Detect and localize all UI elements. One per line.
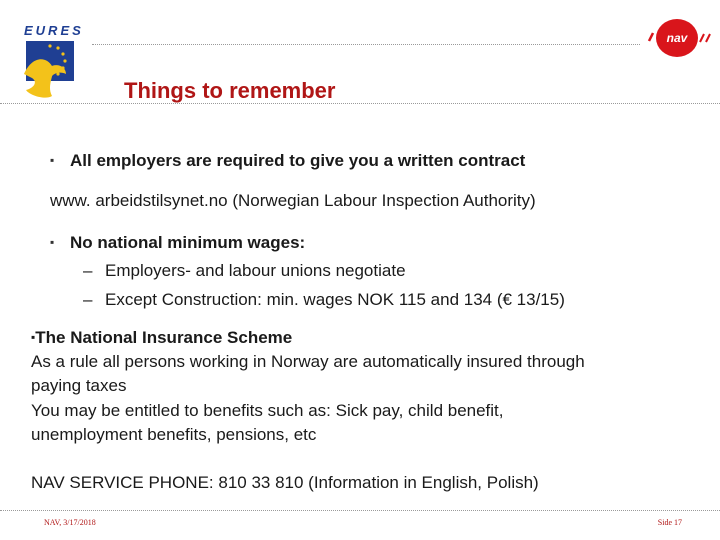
minimum-wages-item (50, 232, 305, 253)
dash-icon: – (83, 290, 93, 309)
minimum-wages-subitem (83, 290, 565, 310)
footer-date: NAV, 3/17/2018 (44, 518, 96, 527)
labour-inspection-line: www. arbeidstilsynet.no (Norwegian Labour Inspection Authority) (50, 191, 536, 210)
contract-item (50, 150, 525, 171)
footer-page-number: Side 17 (657, 518, 682, 527)
bullet-icon: ▪ (50, 235, 55, 249)
subitem-text: Except Construction: min. wages NOK 115 and 134 (€ 13/15) (105, 290, 565, 309)
nav-logo-text: nav (666, 31, 688, 45)
insurance-text: As a rule all persons working in Norway are automatically insured through (31, 352, 585, 371)
dash-icon: – (83, 261, 93, 280)
bullet-icon: ▪ (50, 153, 55, 167)
contract-text: All employers are required to give you a written contract (70, 151, 526, 170)
nav-logo (645, 17, 717, 59)
subitem-text: Employers- and labour unions negotiate (105, 261, 406, 280)
footer-divider (0, 510, 720, 511)
bullet-icon: ▪ (31, 330, 36, 344)
header-divider-top (92, 44, 640, 45)
minimum-wages-text: No national minimum wages: (70, 233, 306, 252)
page-title: Things to remember (124, 78, 336, 103)
insurance-text: paying taxes (31, 376, 127, 395)
insurance-heading-text: The National Insurance Scheme (35, 328, 293, 347)
insurance-text: You may be entitled to benefits such as: Sick pay, child benefit, (31, 401, 504, 420)
insurance-heading (31, 327, 292, 348)
insurance-text: unemployment benefits, pensions, etc (31, 425, 317, 444)
header-divider-bottom (0, 103, 720, 104)
service-phone-line: NAV SERVICE PHONE: 810 33 810 (Information in English, Polish) (31, 473, 539, 492)
eures-logo (22, 22, 92, 106)
minimum-wages-subitem (83, 261, 406, 281)
eures-logo-text: EURES (24, 23, 84, 38)
